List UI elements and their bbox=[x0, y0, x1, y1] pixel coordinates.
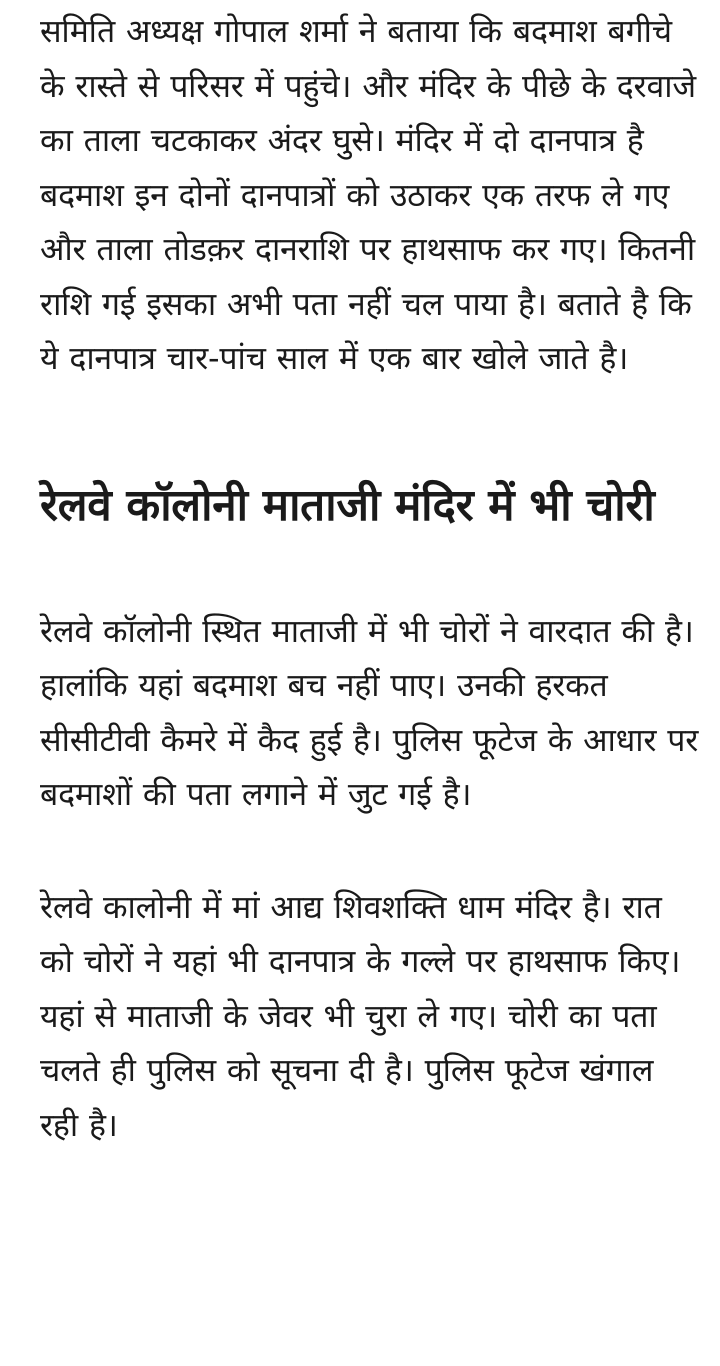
paragraph-railway-colony: रेलवे कॉलोनी स्थित माताजी में भी चोरों ने वारदात की है। हालांकि यहां बदमाश बच नहीं पाए। उनकी हरकत सीसीटीवी कैमरे में कैद हुई है। पुलिस फूटेज के आधार पर बदमाशों की पता लगाने में जुट गई है। bbox=[40, 611, 699, 813]
article-body bbox=[40, 4, 700, 1152]
paragraph-shivshakti-dham: रेलवे कालोनी में मां आद्य शिवशक्ति धाम मंदिर है। रात को चोरों ने यहां भी दानपात्र के गल्ले पर हाथसाफ किए। यहां से माताजी के जेवर भी चुरा ले गए। चोरी का पता चलते ही पुलिस को सूचना दी है। पुलिस फूटेज खंगाल रही है। bbox=[40, 887, 681, 1144]
section-heading: रेलवे कॉलोनी माताजी मंदिर में भी चोरी bbox=[40, 479, 655, 531]
paragraph-temple-theft: समिति अध्यक्ष गोपाल शर्मा ने बताया कि बदमाश बगीचे के रास्ते से परिसर में पहुंचे। और मंदिर के पीछे के दरवाजे का ताला चटकाकर अंदर घुसे। मंदिर में दो दानपात्र है बदमाश इन दोनों दानपात्रों को उठाकर एक तरफ ले गए और ताला तोडक़र दानराशि पर हाथसाफ कर गए। कितनी राशि गई इसका अभी पता नहीं चल पाया है। बताते है कि ये दानपात्र चार-पांच साल में एक बार खोले जाते है। bbox=[40, 12, 696, 377]
